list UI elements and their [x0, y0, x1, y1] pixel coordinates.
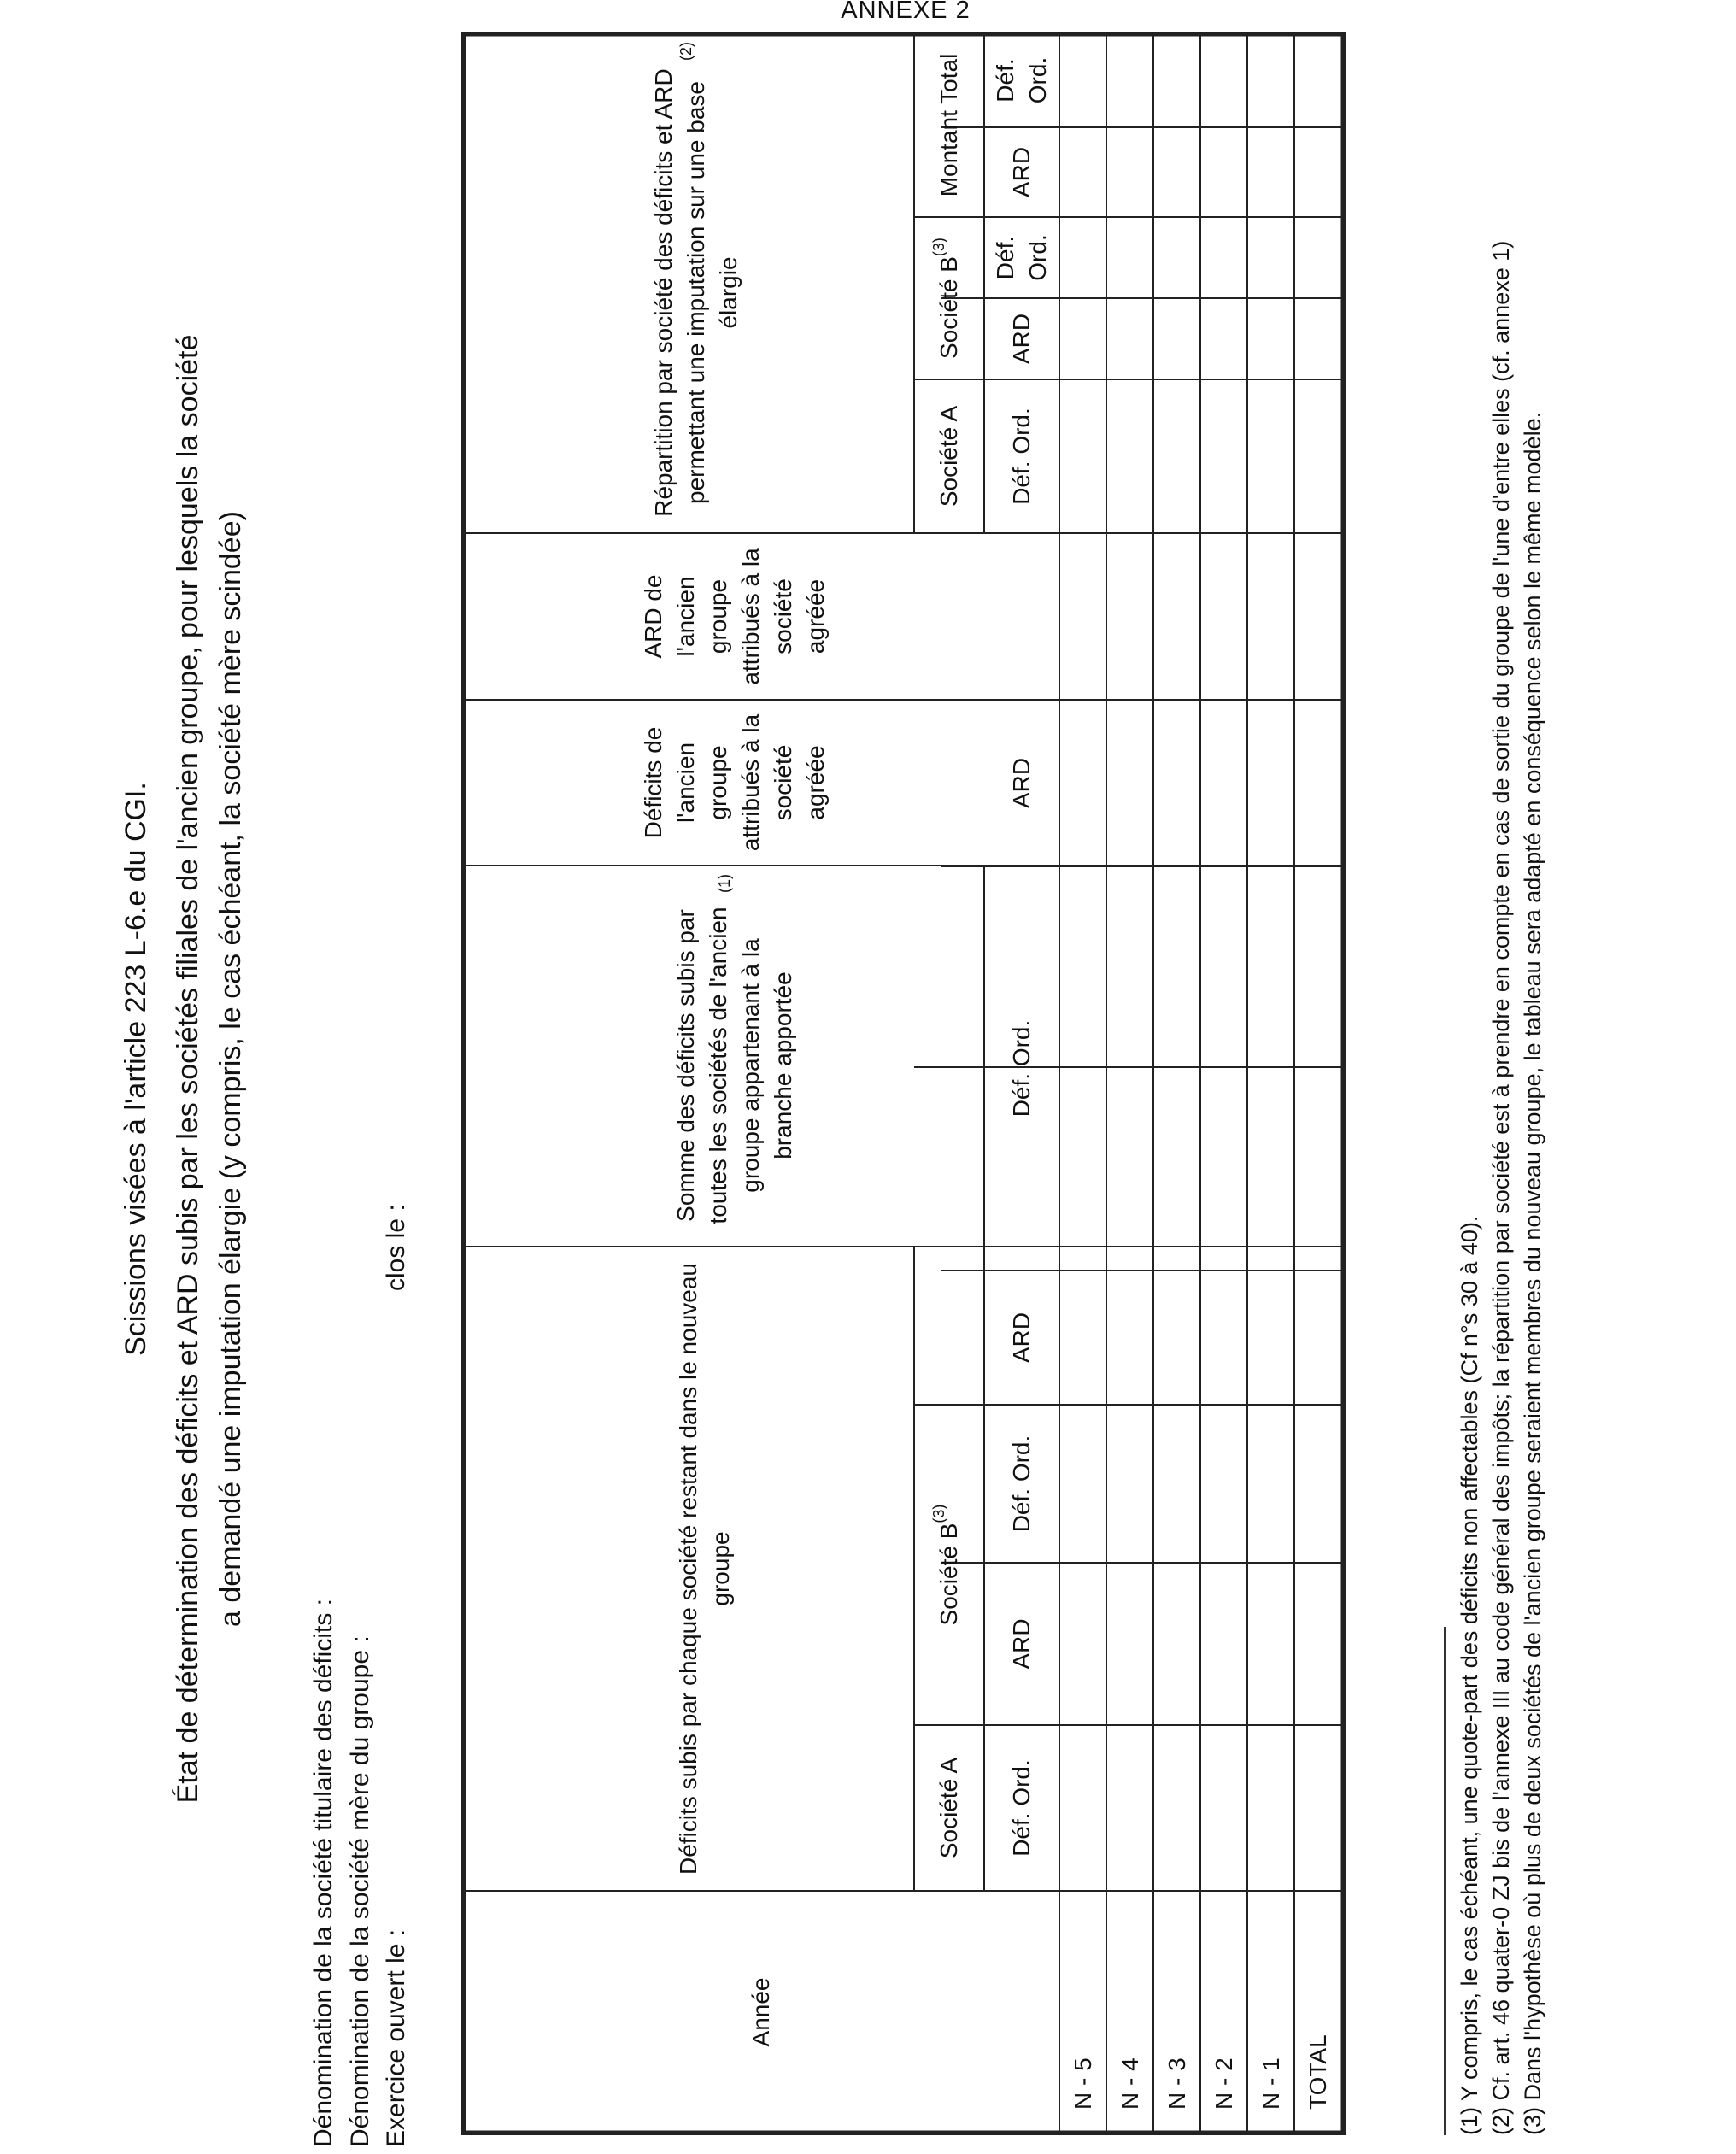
denomination-titulaire: Dénomination de la société titulaire des déficits : — [309, 1598, 337, 2147]
subheader-def-ord-2-text: Déf. Ord. — [1008, 1435, 1035, 1533]
footnote-separator — [1444, 1627, 1446, 2135]
header-somme-deficits-text: Somme des déficits subis par toutes les sociétés de l'ancien groupe appartenant à la branche apportée — [672, 907, 796, 1224]
subheader-ard-3-text: ARD — [1008, 757, 1035, 809]
subheader-ard-5 — [984, 127, 1059, 217]
clos-le: clos le : — [382, 1204, 410, 1291]
subheader-ard-4-text: ARD — [1008, 313, 1035, 365]
subheader-def-ord-4 — [984, 379, 1059, 533]
subheader-ard-2-text: ARD — [1008, 1312, 1035, 1364]
subheader-ard-1-text: ARD — [1008, 1618, 1035, 1670]
header-ard-ancien-text: ARD de l'ancien groupe attribués à la société agréée — [640, 548, 829, 685]
subheader-def-ord-5 — [984, 217, 1059, 298]
header-deficits-subis — [496, 1247, 914, 1891]
row-label-0 — [1059, 1891, 1106, 2133]
subheader-ard-5-text: ARD — [1008, 146, 1035, 198]
row-label-4-text: N - 1 — [1257, 2057, 1284, 2110]
subheader-def-ord-2 — [984, 1405, 1059, 1563]
header-ard-ancien — [496, 533, 974, 700]
header-societe-a-right — [914, 379, 984, 533]
header-deficits-ancien — [496, 700, 974, 866]
header-societe-a-left-text: Société A — [935, 1757, 962, 1859]
header-annee-text: Année — [748, 1977, 774, 2047]
denomination-mere: Dénomination de la société mère du groupe : — [346, 1635, 374, 2147]
exercice-ouvert: Exercice ouvert le : — [382, 1928, 410, 2147]
subheader-def-ord-3 — [984, 866, 1059, 1271]
subheader-def-ord-4-text: Déf. Ord. — [1008, 408, 1035, 505]
header-societe-b-right-note: (3) — [930, 238, 947, 257]
header-deficits-subis-text: Déficits subis par chaque société restant dans le nouveau groupe — [675, 1263, 734, 1875]
row-label-2 — [1153, 1891, 1200, 2133]
header-societe-b-left — [914, 1405, 984, 1725]
subheader-def-ord-1 — [984, 1725, 1059, 1891]
header-societe-b-right-text: Société B — [935, 256, 962, 359]
row-label-1 — [1106, 1891, 1153, 2133]
header-repartition — [478, 33, 914, 533]
subheader-ard-3 — [984, 700, 1059, 866]
document-subtitle — [167, 146, 252, 1992]
header-societe-b-left-text: Société B — [935, 1523, 962, 1626]
row-label-2-text: N - 3 — [1163, 2057, 1190, 2110]
subheader-def-ord-5-text: Déf. Ord. — [992, 234, 1051, 281]
deficits-table — [461, 32, 1346, 2135]
header-deficits-ancien-text: Déficits de l'ancien groupe attribués à la société agréée — [640, 713, 829, 852]
header-annee — [463, 1891, 1059, 2133]
subheader-def-ord-6-text: Déf. Ord. — [992, 56, 1051, 104]
footnote-1: (1) Y compris, le cas échéant, une quote-part des déficits non affectables (Cf n°s 30 à 40). — [1457, 1215, 1482, 2135]
subheader-def-ord-3-text: Déf. Ord. — [1008, 1019, 1035, 1118]
subtitle-line-2: a demandé une imputation élargie (y compris, le cas échéant, la société mère scindée) — [214, 511, 247, 1627]
subheader-def-ord-6 — [984, 33, 1059, 127]
annex-label: ANNEXE 2 — [841, 0, 971, 24]
header-montant-total-text: Montant Total — [935, 53, 962, 197]
subheader-ard-2 — [984, 1271, 1059, 1405]
header-repartition-text: Répartition par société des déficits et ARD permettant une imputation sur une base élargie — [650, 68, 742, 517]
footnote-3: (3) Dans l'hypothèse où plus de deux sociétés de l'ancien groupe seraient membres du nouveau groupe, le tableau sera adapté en conséquence selon le même modèle. — [1520, 411, 1545, 2135]
header-somme-deficits-note: (1) — [716, 874, 733, 893]
footnote-2: (2) Cf. art. 46 quater-0 ZJ bis de l'annexe III au code général des impôts; la répartition par société est à prendre en compte en cas de sortie du groupe de l'une d'entre elles (cf. annexe 1) — [1488, 240, 1514, 2135]
header-societe-a-left — [914, 1725, 984, 1891]
header-repartition-note: (2) — [677, 42, 695, 61]
row-label-5 — [1294, 1891, 1341, 2133]
subheader-def-ord-1-text: Déf. Ord. — [1008, 1759, 1035, 1857]
row-label-0-text: N - 5 — [1069, 2057, 1096, 2110]
header-somme-deficits — [496, 866, 974, 1247]
header-societe-b-left-note: (3) — [930, 1504, 947, 1523]
row-label-3 — [1200, 1891, 1247, 2133]
subheader-ard-4 — [984, 298, 1059, 379]
header-montant-total — [914, 33, 984, 217]
document-title: Scissions visées à l'article 223 L-6.e du CGI. — [120, 782, 152, 1356]
row-label-1-text: N - 4 — [1116, 2057, 1143, 2110]
row-label-3-text: N - 2 — [1210, 2057, 1237, 2110]
footnotes — [1454, 8, 1549, 2135]
header-societe-a-right-text: Société A — [935, 405, 962, 508]
row-label-5-text: TOTAL — [1304, 2034, 1331, 2110]
row-label-4 — [1247, 1891, 1294, 2133]
subheader-ard-1 — [984, 1563, 1059, 1725]
header-societe-b-right — [914, 217, 984, 379]
subtitle-line-1: État de détermination des déficits et ARD subis par les sociétés filiales de l'ancien groupe, pour lesquels la société — [172, 334, 204, 1804]
